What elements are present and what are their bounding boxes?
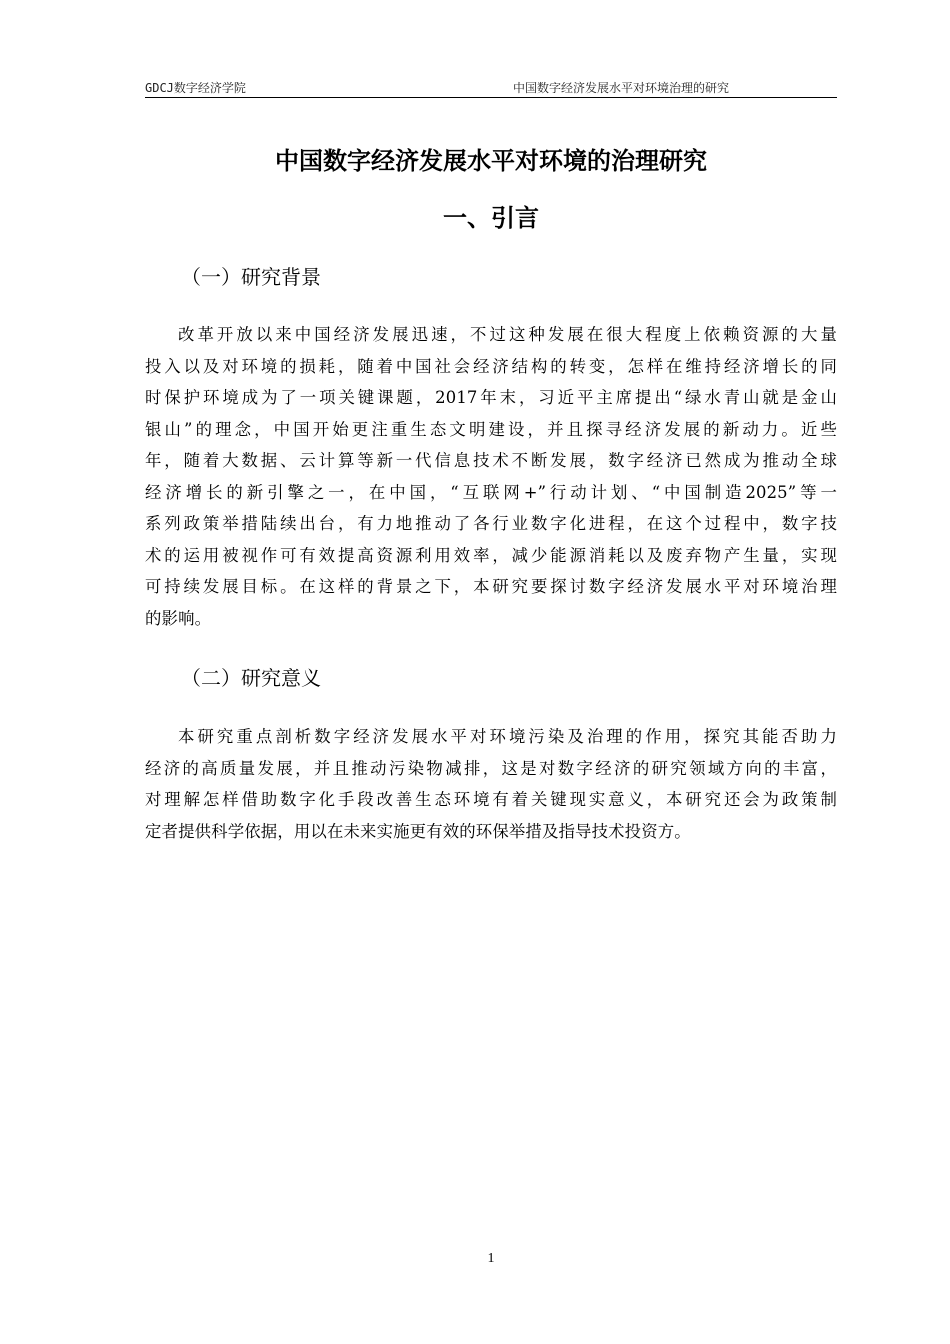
paragraph-line: 银山”的理念，中国开始更注重生态文明建设，并且探寻经济发展的新动力。近些 — [145, 419, 837, 439]
page-number: 1 — [487, 1251, 495, 1266]
paragraph-line: 改革开放以来中国经济发展迅速，不过这种发展在很大程度上依赖资源的大量 — [178, 325, 837, 344]
page-header — [145, 80, 837, 98]
paragraph-line: 的影响。 — [145, 608, 212, 628]
paragraph-line: 经济的高质量发展，并且推动污染物减排，这是对数字经济的研究领域方向的丰富， — [145, 758, 837, 778]
document-title: 中国数字经济发展水平对环境的治理研究 — [275, 147, 707, 175]
paragraph-line: 术的运用被视作可有效提高资源利用效率，减少能源消耗以及废弃物产生量，实现 — [145, 545, 837, 565]
paragraph-line: 系列政策举措陆续出台，有力地推动了各行业数字化进程，在这个过程中，数字技 — [145, 514, 837, 533]
paragraph-line: 经济增长的新引擎之一，在中国，“互联网+”行动计划、“中国制造2025”等一 — [145, 482, 837, 502]
paragraph-background — [145, 319, 837, 634]
paragraph-line: 本研究重点剖析数字经济发展水平对环境污染及治理的作用，探究其能否助力 — [178, 727, 837, 746]
subsection-title-background: （一）研究背景 — [181, 265, 321, 289]
paragraph-line: 年，随着大数据、云计算等新一代信息技术不断发展，数字经济已然成为推动全球 — [145, 451, 837, 470]
paragraph-line: 定者提供科学依据，用以在未来实施更有效的环保举措及指导技术投资方。 — [145, 821, 691, 841]
paragraph-line: 投入以及对环境的损耗，随着中国社会经济结构的转变，怎样在维持经济增长的同 — [145, 356, 837, 376]
paragraph-line: 时保护环境成为了一项关键课题，2017年末，习近平主席提出“绿水青山就是金山 — [145, 388, 837, 407]
subsection-title-significance: （二）研究意义 — [181, 666, 321, 690]
header-right-text: 中国数字经济发展水平对环境治理的研究 — [513, 81, 730, 95]
paragraph-line: 对理解怎样借助数字化手段改善生态环境有着关键现实意义，本研究还会为政策制 — [145, 790, 837, 809]
paragraph-line: 可持续发展目标。在这样的背景之下，本研究要探讨数字经济发展水平对环境治理 — [145, 577, 837, 596]
paragraph-significance — [145, 721, 837, 847]
section-title-introduction: 一、引言 — [443, 204, 539, 232]
header-left-text: GDCJ数字经济学院 — [145, 81, 246, 95]
